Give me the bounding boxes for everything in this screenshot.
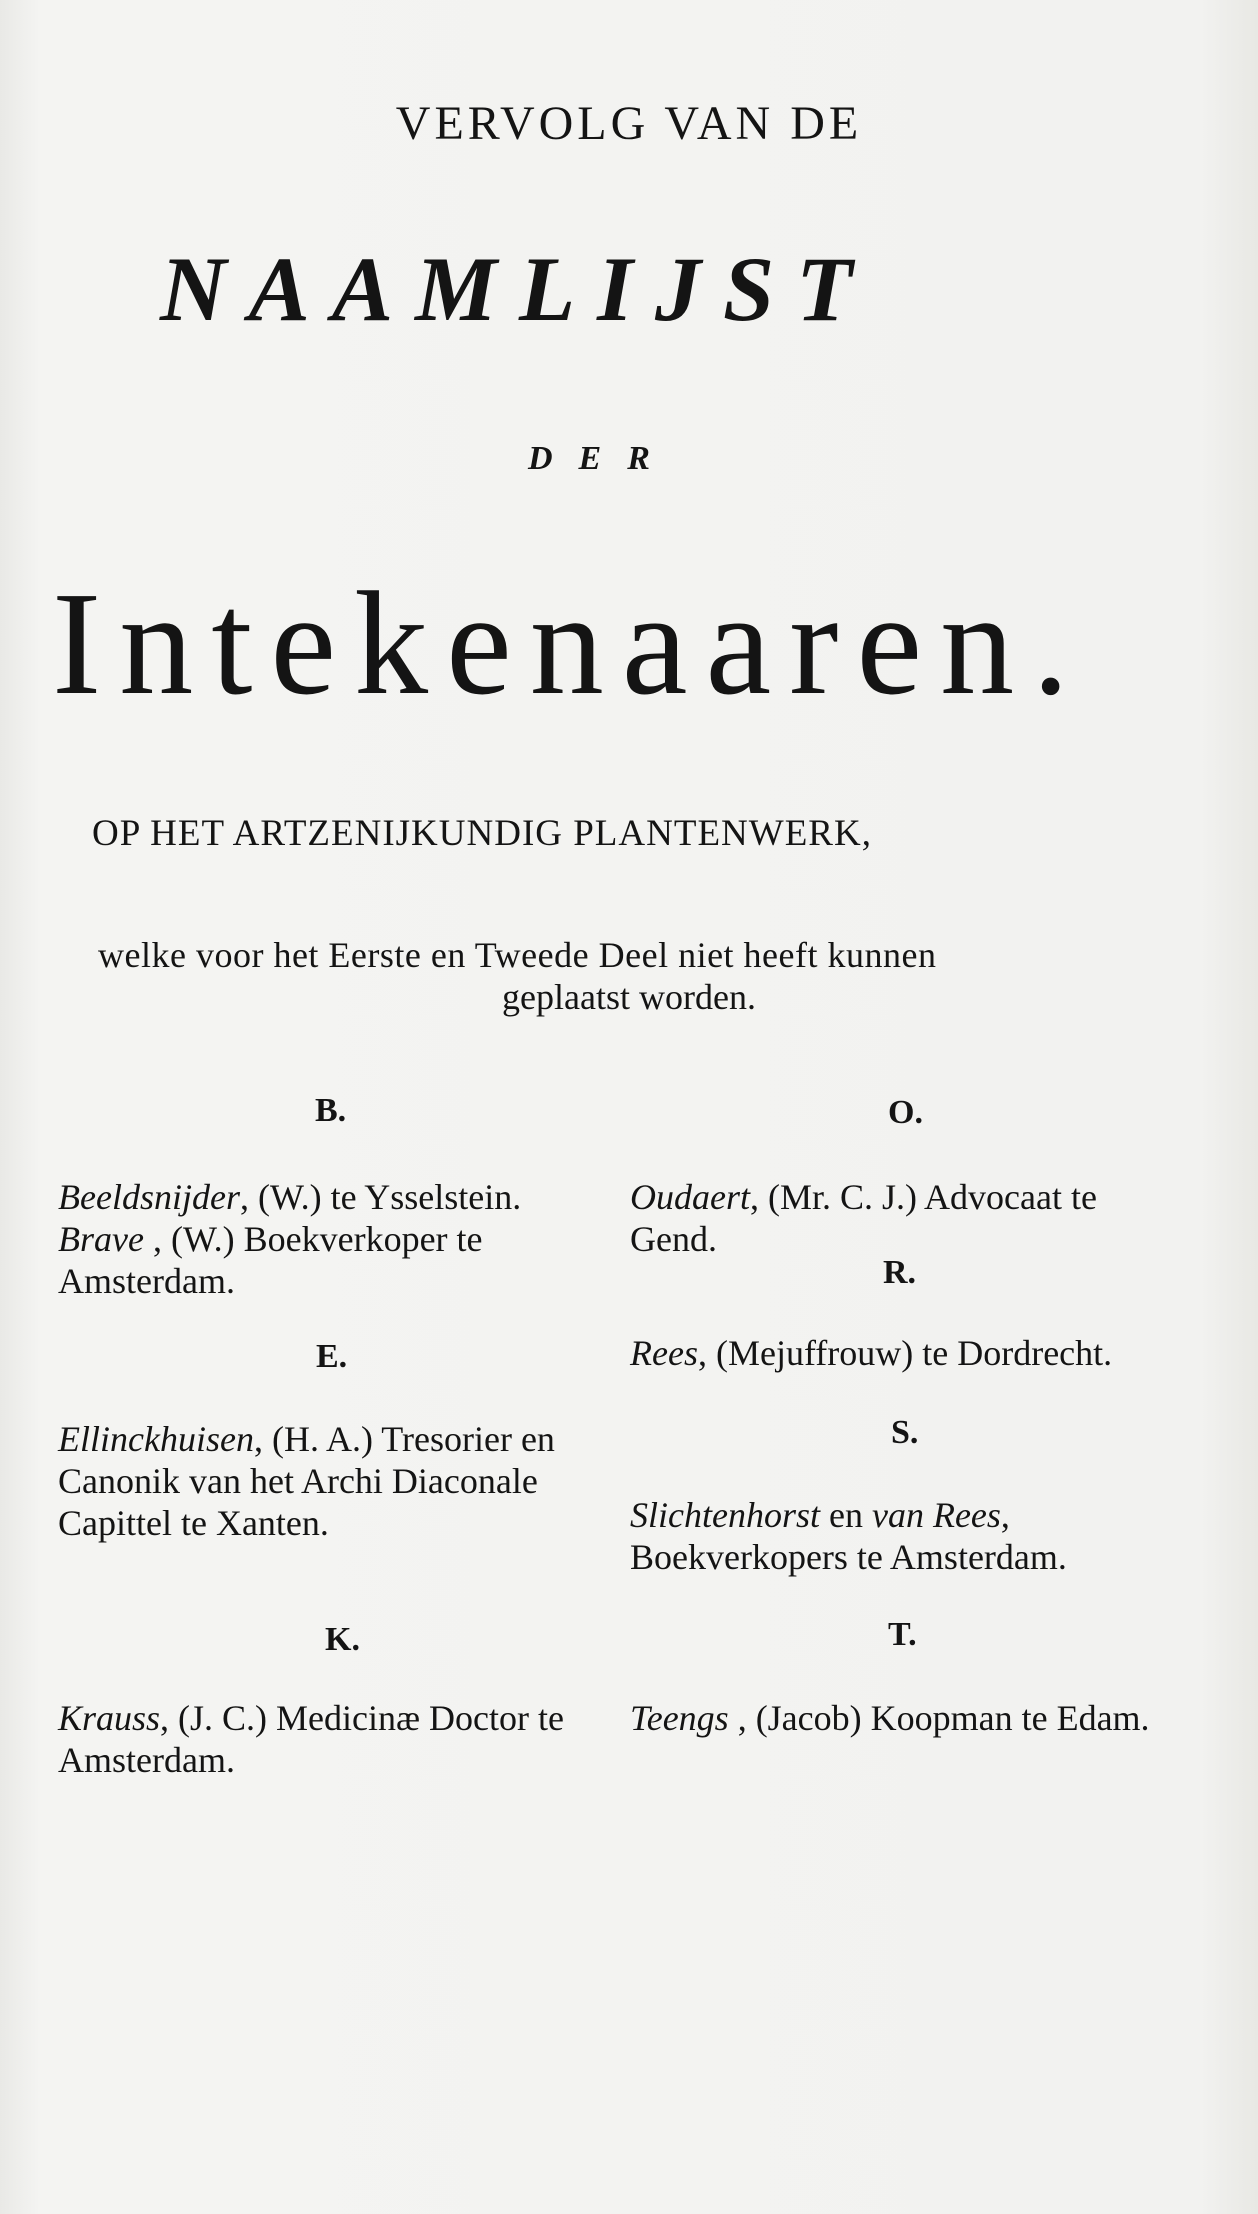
entry-ellinckhuisen-name: Ellinckhuisen: [58, 1419, 254, 1459]
entry-krauss-name: Krauss: [58, 1698, 161, 1738]
entry-brave: [58, 1218, 618, 1302]
entry-rees: [630, 1332, 1112, 1374]
right-section-t-letter: T.: [888, 1616, 917, 1653]
right-section-r-letter: R.: [883, 1254, 917, 1291]
entry-oudaert-name: Oudaert: [630, 1177, 750, 1217]
entry-krauss-text: , (J. C.) Medicinæ Doctor te Amsterdam.: [58, 1698, 564, 1781]
heading-line-1: VERVOLG VAN DE: [395, 97, 863, 150]
entry-krauss: [58, 1697, 618, 1781]
heading-line-3: DER: [528, 440, 676, 477]
entry-beeldsnijder: [58, 1176, 521, 1218]
entry-slichtenhorst-text2: , Boekverkopers te Amsterdam.: [630, 1495, 1067, 1578]
heading-line-6a: welke voor het Eerste en Tweede Deel niet heeft kunnen: [98, 935, 937, 975]
left-section-b-letter: B.: [315, 1092, 347, 1129]
heading-line-4: Intekenaaren.: [52, 562, 1088, 726]
entry-slichtenhorst-name: Slichtenhorst: [630, 1495, 820, 1535]
entry-brave-name: Brave: [58, 1219, 144, 1259]
entry-rees-text: , (Mejuffrouw) te Dordrecht.: [697, 1333, 1113, 1373]
entry-ellinckhuisen: [58, 1418, 618, 1544]
entry-beeldsnijder-name: Beeldsnijder: [58, 1177, 240, 1217]
heading-line-2: NAAMLIJST: [160, 238, 875, 340]
heading-line-6b: geplaatst worden.: [502, 977, 756, 1017]
left-section-k-letter: K.: [325, 1621, 360, 1658]
entry-teengs: [630, 1697, 1190, 1739]
heading-line-5: OP HET ARTZENIJKUNDIG PLANTENWERK,: [92, 813, 872, 854]
entry-slichtenhorst-text: en: [819, 1495, 872, 1535]
entry-slichtenhorst-name2: van Rees: [871, 1495, 1001, 1535]
entry-teengs-name: Teengs: [630, 1698, 729, 1738]
entry-teengs-text: , (Jacob) Koopman te Edam.: [728, 1698, 1150, 1738]
entry-ellinckhuisen-text: , (H. A.) Tresorier en Canonik van het Archi Diaconale Capittel te Xanten.: [58, 1419, 555, 1544]
left-section-e-letter: E.: [316, 1338, 348, 1375]
entry-slichtenhorst: [630, 1494, 1190, 1578]
entry-oudaert: [630, 1176, 1190, 1260]
entry-brave-text: , (W.) Boekverkoper te Amsterdam.: [58, 1219, 483, 1302]
right-section-s-letter: S.: [891, 1414, 919, 1451]
right-section-o-letter: O.: [888, 1094, 923, 1131]
entry-beeldsnijder-text: , (W.) te Ysselstein.: [239, 1177, 522, 1217]
entry-rees-name: Rees: [630, 1333, 698, 1373]
entry-oudaert-text: , (Mr. C. J.) Advocaat te Gend.: [630, 1177, 1097, 1260]
